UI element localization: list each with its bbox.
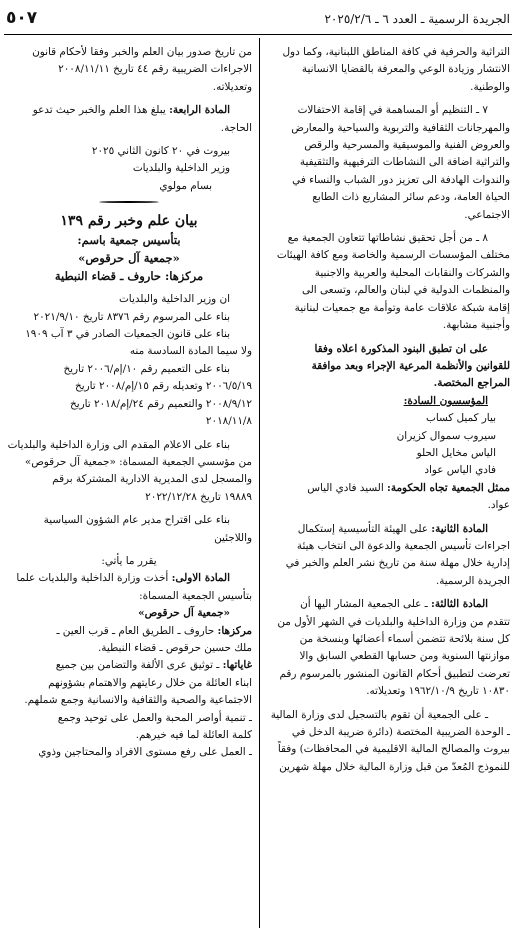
article-label: المادة الثالثة: <box>431 598 488 611</box>
article-label: المادة الاولى: <box>171 572 230 585</box>
article-4 <box>6 102 252 137</box>
text-line: ابناء العائلة من خلال رعايتهم والاهتمام بشؤونهم <box>48 676 252 689</box>
text-line: ٢٠١٨/١١/٨ <box>205 415 252 428</box>
text-line: بتأسيس الجمعية المسماة: <box>139 589 252 602</box>
section-divider <box>99 199 159 205</box>
goals-label: غاياتها: <box>222 659 252 672</box>
text-line: الاجتماعية والصحية والثقافية والانسانية وجمع شملهم. <box>24 694 252 707</box>
article-label: المادة الثانية: <box>431 522 488 535</box>
text-line: الحياة العامة، ودعم سائر المشاريع ذات الطابع <box>312 191 510 204</box>
text-line: بناء على اقتراح مدير عام الشؤون السياسية <box>43 514 230 527</box>
signature-role: وزير الداخلية والبلديات <box>132 162 230 175</box>
column-divider <box>259 38 260 928</box>
founders-list <box>264 410 510 480</box>
document-subtitle: بتأسيس جمعية باسم: <box>77 233 181 248</box>
text-line: مختلف المؤسسات الرسمية والخاصة ومع كافة الهيئات <box>276 249 510 262</box>
text-line: إدارية خلال مهلة سنة من تاريخ نشر العلم والخبر في <box>285 557 510 570</box>
header-rule <box>4 34 512 35</box>
paragraph <box>264 44 510 96</box>
text-line: والعروض الفنية والموسيقية والمسرحية والرقص <box>304 139 510 152</box>
page-header <box>4 4 512 34</box>
text-line: والمهرجانات الثقافية والتربوية والسياحية والمعارض <box>291 121 510 134</box>
founder-name: بيار كميل كساب <box>426 412 496 425</box>
text-line: الاجراءات الضريبية رقم ٤٤ تاريخ ٢٠٠٨/١١/١١ <box>58 63 252 76</box>
paragraph <box>264 102 510 224</box>
text-line: الاجتماعي. <box>464 208 510 221</box>
text-line: ٢٠٠٦/٥/١٩ وتعديله رقم ١٥/إم/٢٠٠٨ تاريخ <box>75 380 252 393</box>
gov-rep-value: السيد فادي الياس <box>307 481 384 494</box>
text-line: اجراءات تأسيس الجمعية والدعوة الى انتخاب هيئة <box>296 539 510 552</box>
text-line: والشركات والنقابات المحلية والعربية والاجنبية <box>314 266 510 279</box>
preamble <box>6 512 252 547</box>
association-name: «جمعية آل حرقوص» <box>138 607 230 620</box>
text-line: ولا سيما المادة السادسة منه <box>129 345 252 358</box>
text-line: بناء على قانون الجمعيات الصادر في ٣ آب ١٩٠٩ <box>25 328 230 341</box>
founders-label: المؤسسون السادة: <box>403 394 488 407</box>
text-line: واللاجئين <box>214 531 252 544</box>
founder-name: فادي الياس عواد <box>424 464 496 477</box>
text-line: ٧ ـ التنظيم أو المساهمة في إقامة الاحتفالات <box>297 104 488 117</box>
paragraph <box>264 707 510 777</box>
text-line: ـ على الجمعية أن تقوم بالتسجيل لدى وزارة المالية <box>270 708 488 721</box>
text-line: ٢٠٠٨/٩/١٢ والتعميم رقم ٢٤/إم/٢٠١٨ تاريخ <box>70 397 252 410</box>
text-line: الحاجة. <box>220 121 252 134</box>
signature-date: بيروت في ٢٠ كانون الثاني ٢٠٢٥ <box>91 145 230 158</box>
text-line: المراجع المختصة. <box>433 377 510 390</box>
preamble <box>6 291 252 430</box>
text-line: للنموذج المُعدّ من قبل وزارة المالية خلال مهلة شهرين <box>279 760 510 773</box>
text-line: تعرضت لتطبيق أحكام القانون المنشور بالمرسوم رقم <box>279 667 510 680</box>
text-line: ـ العمل على رفع مستوى الافراد والمحتاجين وذوي <box>38 746 252 759</box>
article-1 <box>6 570 252 761</box>
text-line: وتعديلاته. <box>212 80 252 93</box>
text-line: للقوانين والأنظمة المرعية الإجراء وبعد موافقة <box>311 359 510 372</box>
text-line: أخذت وزارة الداخلية والبلديات علما <box>16 572 169 585</box>
founder-name: الياس مخايل الحلو <box>416 446 496 459</box>
text-line: ـ الوحدة الضريبية المختصة (دائرة ضريبة الدخل في <box>291 726 510 739</box>
text-line: والمنظمات الدولية في لبنان والعالم، وتسعى الى <box>301 284 510 297</box>
text-line: حاروف ـ الطريق العام ـ قرب العين ـ <box>56 624 215 637</box>
text-line: موازنتها السنوية ومن حسابها القطعي السابق والا <box>299 650 510 663</box>
text-line: والندوات الهادفة الى تعزيز دور الشباب والنساء في <box>292 173 510 186</box>
text-line: الجريدة الرسمية. <box>435 574 510 587</box>
text-line: وأجنبية مشابهة. <box>442 319 510 332</box>
paragraph <box>264 230 510 334</box>
association-hq: مركزها: حاروف ـ قضاء النبطية <box>54 269 204 284</box>
text-line: الانتشار وزيادة الوعي والمعرفة بالقضايا الانسانية <box>301 63 510 76</box>
text-line: من تاريخ صدور بيان العلم والخبر وفقا لأحكام قانون <box>32 46 252 58</box>
article-2 <box>264 521 510 591</box>
text-line: على ان تطبق البنود المذكورة اعلاه وفقا <box>314 342 488 355</box>
signature-block <box>6 143 252 195</box>
text-line: بناء على الاعلام المقدم الى وزارة الداخلية والبلديات <box>7 438 230 451</box>
text-line: والمسجل لدى المديرية الادارية المشتركة برقم <box>52 473 252 486</box>
document-title: بيان علم وخبر رقم ١٣٩ <box>60 213 198 230</box>
text-line: تتقدم من وزارة الداخلية والبلديات في الشهر الأول من <box>277 615 510 628</box>
text-line: بناء على التعميم رقم ١٠/إم/٢٠٠٦ تاريخ <box>63 362 230 375</box>
decision-heading: يقرر ما يأتي: <box>101 554 157 567</box>
gazette-title: الجريدة الرسمية ـ العدد ٦ ـ ٢٠٢٥/٢/٦ <box>324 12 510 26</box>
gov-rep-label: ممثل الجمعية تجاه الحكومة: <box>387 481 510 494</box>
right-column <box>264 44 510 926</box>
text-line: ١٩٨٨٩ تاريخ ٢٠٢٢/١٢/٢٨ <box>145 490 252 503</box>
text-line: على الهيئة التأسيسية إستكمال <box>297 522 428 535</box>
text-line: كلمة العائلة لما فيه خيرهم. <box>135 729 252 741</box>
gov-rep-line <box>264 480 510 497</box>
text-line: والتراثية اضافة الى النشاطات الترفيهية والتثقيفية <box>299 156 510 169</box>
text-line: من مؤسسي الجمعية المسماة: «جمعية آل حرقوص» <box>24 455 252 468</box>
left-column <box>6 44 252 926</box>
text-line: يبلغ هذا العلم والخبر حيث تدعو <box>32 104 166 117</box>
hq-label: مركزها: <box>217 624 252 637</box>
paragraph <box>6 44 252 96</box>
text-line: عواد. <box>487 499 510 512</box>
text-line: ان وزير الداخلية والبلديات <box>119 293 230 306</box>
text-line: بيروت والمصالح المالية الاقليمية في المحافظات) وفقاً <box>277 743 510 756</box>
founder-name: سيروب سموال كزيران <box>396 429 496 442</box>
association-name: «جمعية آل حرقوص» <box>78 251 180 266</box>
article-label: المادة الرابعة: <box>169 104 230 117</box>
text-line: بناء على المرسوم رقم ٨٣٧٦ تاريخ ٢٠٢١/٩/١٠ <box>33 310 230 323</box>
text-line: ٨ ـ من أجل تحقيق نشاطاتها تتعاون الجمعية مع <box>287 232 488 245</box>
text-line: ملك حسين حرقوص ـ قضاء النبطية. <box>98 641 252 654</box>
text-line: ١٠٨٣٠ تاريخ ١٩٦٢/١٠/٩ وتعديلاته. <box>366 685 510 698</box>
page-number: ٥٠٧ <box>6 8 38 28</box>
preamble <box>6 437 252 507</box>
signature-name: بسام مولوي <box>159 179 212 192</box>
text-line: إقامة شبكة علاقات عامة وتوأمة مع جمعيات لبنانية <box>294 301 510 314</box>
text-line: ـ على الجمعية المشار اليها أن <box>300 598 428 611</box>
text-line: ـ تنمية أواصر المحبة والعمل على توحيد وجمع <box>57 711 252 724</box>
text-line: التراثية والحرفية في كافة المناطق اللبنانية، وكما دول <box>282 46 510 58</box>
text-line: والوطنية. <box>470 80 510 93</box>
text-line: ـ توثيق عرى الألفة والتضامن بين جميع <box>55 659 220 672</box>
text-line: كل سنة بلائحة تتضمن أسماء أعضائها وبنسخة من <box>299 633 510 645</box>
paragraph <box>264 341 510 393</box>
article-3 <box>264 596 510 700</box>
